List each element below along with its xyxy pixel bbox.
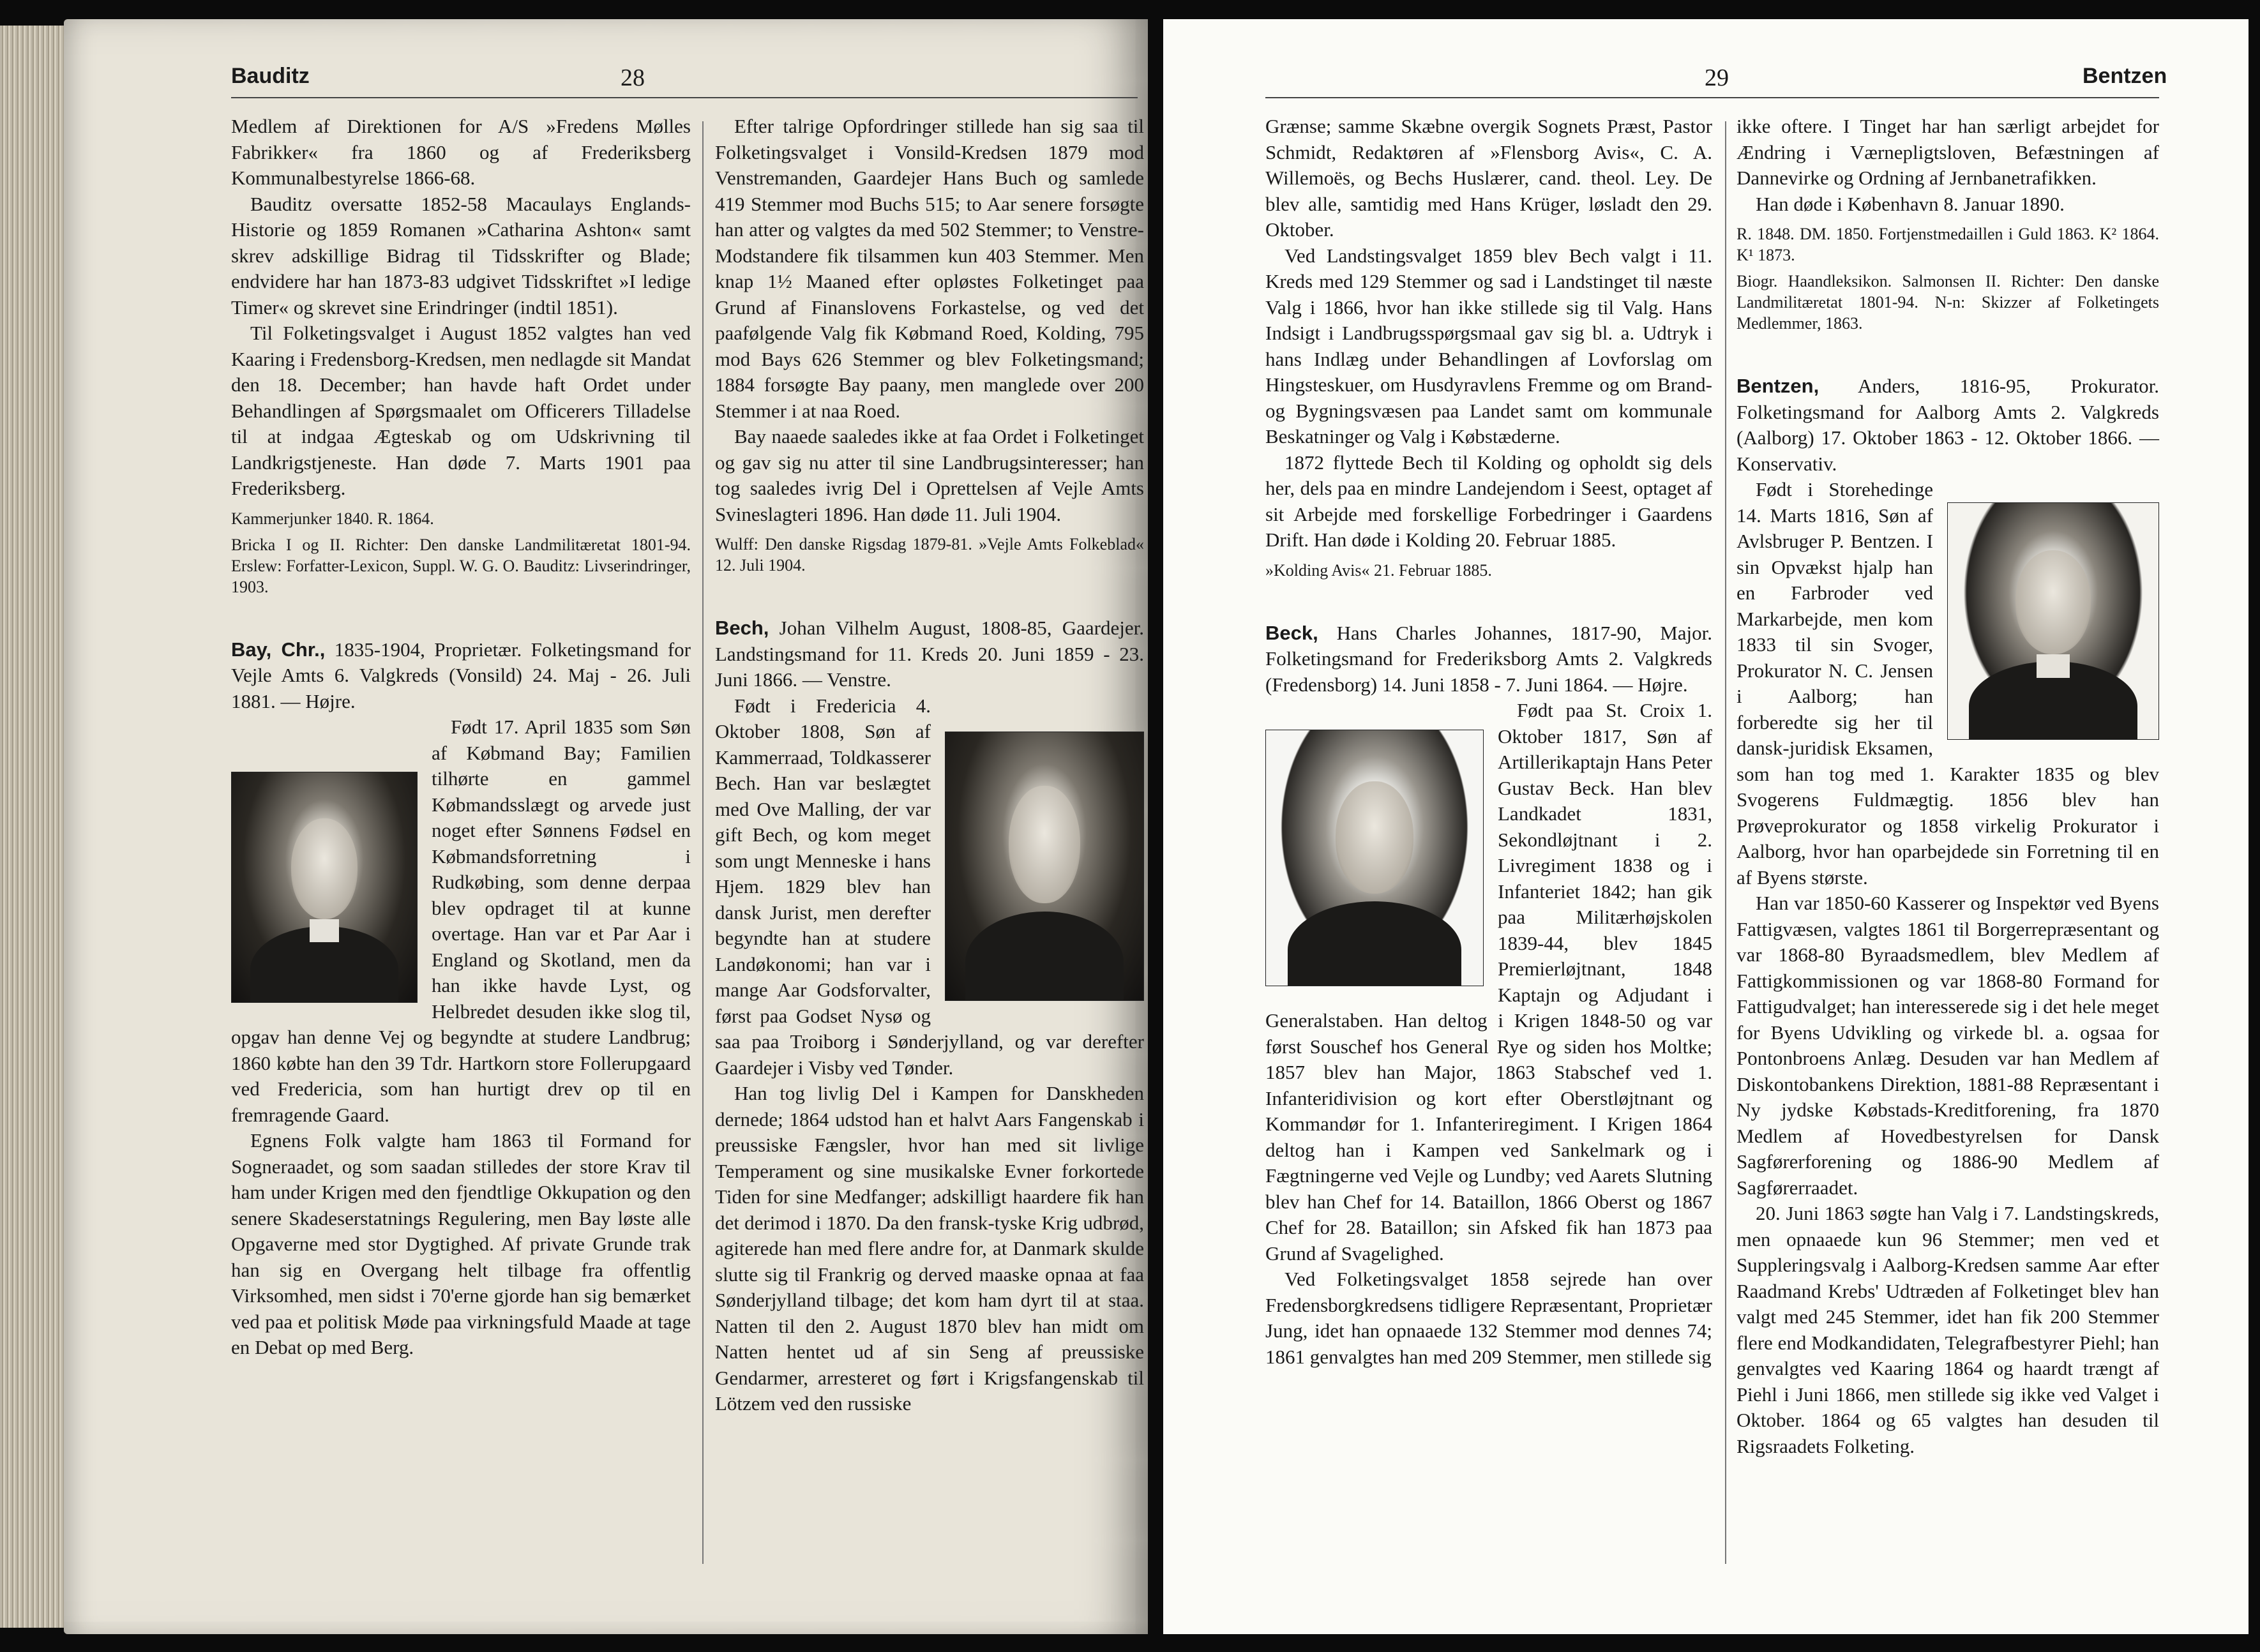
paragraph-text: Født i Storehedinge 14. Marts 1816, Søn af Avlsbruger P. Bentzen. I sin Opvækst hjalp han en Farbroder ved Markarbejde, men kom 1833 til sin Svoger, Prokurator N. C. Jensen i Aalborg; han forberedte sig her til dansk-juridisk Eksamen, som han tog med 1. Karakter 1835 og blev Svogerens Fuldmægtig. 1856 blev han Prøveprokurator og 1858 virkelig Prokurator i Aalborg, hvor han oparbejdede sin Forretning til en af Byens største.: [1736, 478, 2159, 889]
paragraph: 1872 flyttede Bech til Kolding og opholdt sig dels her, dels paa en mindre Landejendom i Seest, optaget af sit Arbejde med forskellige Forbedringer i Gaardens Drift. Han døde i Kolding 20. Februar 1885.: [1265, 451, 1712, 551]
right-page: [1163, 19, 2249, 1634]
entry-intro: Hans Charles Johannes, 1817-90, Major. Folketingsmand for Frederiksborg Amts 2. Valgkreds (Fredensborg) 14. Juni 1858 - 7. Juni 1864. — Højre.: [1265, 621, 1712, 696]
running-head-name: Bauditz: [231, 64, 310, 88]
paragraph: Han døde i København 8. Januar 1890.: [1756, 192, 2065, 215]
right-column-1: [1265, 114, 1712, 1370]
paragraph-text: Født paa St. Croix 1. Oktober 1817, Søn af Artillerikaptajn Hans Peter Gustav Beck. Han blev Landkadet 1831, Sekondløjtnant i 2. Livregiment 1838 og i Infanteriet 1842; han gik paa Militærhøjskolen 1839-44, blev 1845 Premierløjtnant, 1848 Kaptajn og Adjudant i Generalstaben. Han deltog i Krigen 1848-50 og var først Souschef hos General Rye og siden hos Moltke; 1857 blev han Major, 1863 Stabschef ved 1. Infanteridivision og kort efter Oberstløjtnant og Kommandør for 1. Infanteriregiment. I Krigen 1864 deltog han i Kampen ved Sankelmark og i Fægtningerne ved Vejle og Lundby; ved Aarets Slutning blev han Chef for 14. Bataillon, 1866 Oberst og 1867 Chef for 28. Bataillon; sin Afsked fik han 1873 paa Grund af Svagelighed.: [1265, 699, 1712, 1265]
page-number: 28: [621, 64, 645, 91]
paragraph: ikke oftere. I Tinget har han særligt arbejdet for Ændring i Værnepligtsloven, Befæstningen af Dannevirke og Ordning af Jernbanetrafikken.: [1736, 115, 2159, 189]
entry-name: Bech,: [715, 617, 769, 639]
paragraph: Efter talrige Opfordringer stillede han sig saa til Folketingsvalget i Vonsild-Kredsen 1879 mod Venstremanden, Gaardejer Hans Buch og samlede 419 Stemmer mod Buchs 515; to Aar senere forsøgte han atter og valgtes da med 502 Stemmer; to Venstre-Modstandere fik tilsammen kun 403 Stemmer. Men knap 1½ Maaned efter opløstes Folketinget paa Grund af Finanslovens Forkastelse, og ved det paafølgende Valg fik Købmand Roed, Kolding, 795 mod Bays 626 Stemmer og blev Folketingsmand; 1884 forsøgte Bay paany, men manglede over 200 Stemmer i at naa Roed.: [715, 115, 1144, 422]
paragraph: Til Folketingsvalget i August 1852 valgtes han ved Kaaring i Fredensborg-Kredsen, men nedlagde sit Mandat den 18. December; han havde haft Ordet under Behandlingen af Spørgsmaalet om Officerers Tilladelse til at indgaa Ægteskab og om Udskrivning til Landkrigstjeneste. Han døde 7. Marts 1901 paa Frederiksberg.: [231, 322, 691, 499]
entry-intro: Johan Vilhelm August, 1808-85, Gaardejer. Landstingsmand for 11. Kreds 20. Juni 1859 - 23. Juni 1866. — Venstre.: [715, 617, 1144, 691]
reference: Wulff: Den danske Rigsdag 1879-81. »Vejle Amts Folkeblad« 12. Juli 1904.: [715, 535, 1144, 574]
header-rule: [231, 97, 1138, 98]
page-number: 29: [1705, 64, 1729, 91]
entry-heading: [1265, 620, 1712, 698]
portrait-photo: [945, 732, 1144, 1001]
paragraph: Han tog livlig Del i Kampen for Danskheden dernede; 1864 udstod han et halvt Aars Fangenskab i preussiske Fængsler, hvor han med sit livlige Temperament og sine musikalske Evner forkortede Tiden for sine Medfanger; adskilligt haardere fik han det derimod i 1870. Da den fransk-tyske Krig udbrød, agiterede han med flere andre for, at Danmark skulde slutte sig til Frankrig og derved maaske opnaa at faa Sønderjylland tilbage; det kom ham dyrt til at staa. Natten til den 2. August 1870 blev han midt om Natten hentet ud af sin Seng af preussiske Gendarmer, arresteret og ført i Krigsfangenskab til Lötzem ved den russiske: [715, 1082, 1144, 1415]
paragraph: [231, 714, 691, 1128]
paragraph: Ved Landstingsvalget 1859 blev Bech valgt i 11. Kreds med 129 Stemmer og sad i Landstinget til næste Valg i 1866, hvor han ikke stillede sig til Valg. Hans Indsigt i Landbrugsspørgsmaal gav sig bl. a. Udtryk i hans Indlæg under Behandlingen af Lovforslag om Hingsteskuer, om Husdyravlens Fremme og om Brand- og Bygningsvæsen paa Landet samt om kommunale Beskatninger og Valg i Købstæderne.: [1265, 244, 1712, 447]
paragraph: Bauditz oversatte 1852-58 Macaulays Englands-Historie og 1859 Romanen »Catharina Ashton« samt skrev adskillige Bidrag til Tidsskrifter og Blade; endvidere har han 1873-83 udgivet Tidsskriftet »I ledige Timer« og skrevet sine Erindringer (indtil 1851).: [231, 192, 691, 319]
entry-name: Bay, Chr.,: [231, 638, 326, 661]
references: [1736, 223, 2159, 334]
left-page: [64, 19, 1148, 1634]
references: [715, 534, 1144, 576]
column-separator: [702, 121, 704, 1564]
paragraph-text: Født i Fredericia 4. Oktober 1808, Søn af Kammerraad, Toldkasserer Bech. Han var beslægtet med Ove Malling, der var gift Bech, og kom meget som ungt Menneske i hans Hjem. 1829 blev han dansk Jurist, men derefter begyndte han at studere Landøkonomi; han var i mange Aar Godsforvalter, først paa Godset Nysø og saa paa Troiborg i Sønderjylland, og var derefter Gaardejer i Visby ved Tønder.: [715, 694, 1144, 1079]
paragraph: [715, 693, 1144, 1081]
paragraph: Han var 1850-60 Kasserer og Inspektør ved Byens Fattigvæsen, valgtes 1861 til Borgerrepræsentant og var 1868-80 Byraadsmedlem, blev Medlem af Fattigkommissionen og var 1868-80 Formand for Fattigudvalget; han interesserede sig i det hele meget for Byens Udvikling og virkede bl. a. ogsaa for Pontonbroens Anlæg. Desuden var han Medlem af Diskontobankens Direktion, 1881-88 Repræsentant i Ny jydske Købstads-Kreditforening, fra 1870 Medlem af Hovedbestyrelsen for Dansk Sagførerforening og 1886-90 Medlem af Sagførerraadet.: [1736, 892, 2159, 1199]
reference: Kammerjunker 1840. R. 1864.: [231, 509, 434, 528]
paragraph-text: Født 17. April 1835 som Søn af Købmand Bay; Familien tilhørte en gammel Købmandsslægt og arvede just noget efter Sønnens Fødsel en Købmandsforretning i Rudkøbing, som denne derpaa blev opdraget til at kunne overtage. Han var et Par Aar i England og Skotland, men da han ikke havde Lyst, og Helbredet desuden ikke slog til, opgav han denne Vej og begyndte at studere Landbrug; 1860 købte han den 39 Tdr. Hartkorn store Follerupgaard ved Fredericia, som han hurtigt drev op til en fremragende Gaard.: [231, 716, 691, 1126]
reference: »Kolding Avis« 21. Februar 1885.: [1265, 560, 1492, 580]
paragraph: 20. Juni 1863 søgte han Valg i 7. Landstingskreds, men opnaaede kun 96 Stemmer; men ved et Suppleringsvalg i Aalborg-Kredsen samme Aar efter Raadmand Krebs' Udtræden af Folketinget blev han valgt med 245 Stemmer, idet han fik 200 Stemmer flere end Modkandidaten, Telegrafbestyrer Piehl; han genvalgtes ved Kaaring 1864 og haardt trængt af Piehl i Juni 1866, men stillede sig ikke ved Valget i Oktober. 1864 og 65 valgtes han desuden til Rigsraadets Folketing.: [1736, 1202, 2159, 1457]
entry-heading: [1736, 373, 2159, 477]
paragraph: [1736, 477, 2159, 890]
reference: R. 1848. DM. 1850. Fortjenstmedaillen i Guld 1863. K² 1864. K¹ 1873.: [1736, 225, 2159, 264]
portrait-photo: [231, 772, 418, 1003]
entry-intro: Anders, 1816-95, Prokurator. Folketingsmand for Aalborg Amts 2. Valgkreds (Aalborg) 17. Oktober 1863 - 12. Oktober 1866. — Konservativ.: [1736, 375, 2159, 475]
entry-name: Bentzen,: [1736, 375, 1819, 397]
paragraph: [1265, 698, 1712, 1266]
column-separator: [1725, 121, 1726, 1564]
header-rule: [1265, 97, 2159, 98]
references: [1265, 560, 1712, 581]
left-column-2: [715, 114, 1144, 1417]
left-column-1: [231, 114, 691, 1361]
portrait-photo: [1265, 730, 1484, 986]
paragraph: Bay naaede saaledes ikke at faa Ordet i Folketinget og gav sig nu atter til sine Landbrugsinteresser; han tog saaledes ivrig Del i Oprettelsen af Vejle Amts Svineslagteri 1896. Han døde 11. Juli 1904.: [715, 425, 1144, 525]
entry-heading: [231, 637, 691, 715]
paragraph: Egnens Folk valgte ham 1863 til Formand for Sogneraadet, og som saadan stilledes der store Krav til ham under Krigen med den fjendtlige Okkupation og den senere Skadeserstatnings Regulering, men Bay løste alle Opgaverne med stor Dygtighed. Af private Grunde trak han sig en Overgang helt tilbage fra offentlig Virksomhed, men sidst i 70'erne gjorde han sig bemærket ved paa et politisk Møde paa virkningsfuld Maade at tage en Debat op med Berg.: [231, 1129, 691, 1358]
paragraph: Grænse; samme Skæbne overgik Sognets Præst, Pastor Schmidt, Redaktøren af »Flensborg Avis«, C. A. Willemoës, og Bechs Huslærer, cand. theol. Ley. De blev alle, samtidig med Hans Krüger, løsladt den 29. Oktober.: [1265, 115, 1712, 241]
entry-heading: [715, 615, 1144, 693]
entry-name: Beck,: [1265, 621, 1318, 644]
paragraph: Ved Folketingsvalget 1858 sejrede han over Fredensborgkredsens tidligere Repræsentant, Proprietær Jung, idet han opnaaede 132 Stemmer mod dennes 74; 1861 genvalgtes han med 209 Stemmer, men stillede sig: [1265, 1268, 1712, 1368]
right-column-2: [1736, 114, 2159, 1459]
reference: Biogr. Haandleksikon. Salmonsen II. Richter: Den danske Landmilitæretat 1801-94. N-n: Skizzer af Folketingets Medlemmer, 1863.: [1736, 272, 2159, 333]
reference: Bricka I og II. Richter: Den danske Landmilitæretat 1801-94. Erslew: Forfatter-Lexicon, Suppl. W. G. O. Bauditz: Livserindringer, 1903.: [231, 535, 691, 596]
references: [231, 508, 691, 597]
running-head-name: Bentzen: [2083, 64, 2167, 88]
entry-intro: 1835-1904, Proprietær. Folketingsmand for Vejle Amts 6. Valgkreds (Vonsild) 24. Maj - 26. Juli 1881. — Højre.: [231, 638, 691, 712]
paragraph: Medlem af Direktionen for A/S »Fredens Mølles Fabrikker« fra 1860 og af Frederiksberg Kommunalbestyrelse 1866-68.: [231, 115, 691, 189]
portrait-photo: [1947, 502, 2159, 740]
